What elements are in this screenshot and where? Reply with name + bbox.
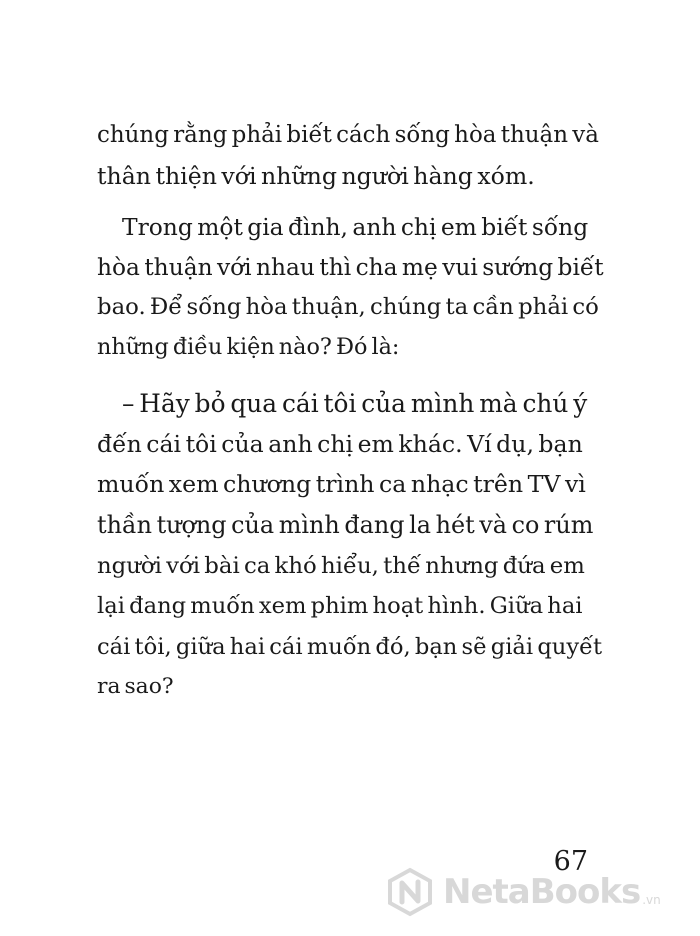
page-number: 67 [553, 846, 588, 877]
watermark-brand: NetaBooks [443, 872, 641, 912]
text-line: Trong một gia đình, anh chị em biết sống [122, 213, 589, 241]
text-line: người với bài ca khó hiểu, thế nhưng đứa em [97, 553, 585, 579]
text-line: thân thiện với những người hàng xóm. [97, 162, 535, 190]
netabooks-logo-icon [385, 867, 435, 917]
text-line: hòa thuận với nhau thì cha mẹ vui sướng biết [97, 254, 604, 281]
text-line: cái tôi, giữa hai cái muốn đó, bạn sẽ giải quyết [97, 634, 603, 660]
text-line: bao. Để sống hòa thuận, chúng ta cần phải có [97, 294, 599, 320]
text-line: những điều kiện nào? Đó là: [97, 334, 400, 360]
text-line: muốn xem chương trình ca nhạc trên TV vì [97, 470, 586, 498]
watermark [385, 862, 661, 922]
watermark-suffix: .vn [642, 893, 661, 907]
text-line: lại đang muốn xem phim hoạt hình. Giữa hai [97, 593, 583, 619]
text-line: thần tượng của mình đang la hét và co rúm [97, 511, 594, 539]
text-line: ra sao? [97, 674, 174, 699]
text-line: chúng rằng phải biết cách sống hòa thuận và [97, 122, 599, 148]
text-line: – Hãy bỏ qua cái tôi của mình mà chú ý [122, 389, 588, 418]
text-line: đến cái tôi của anh chị em khác. Ví dụ, bạn [97, 430, 583, 458]
